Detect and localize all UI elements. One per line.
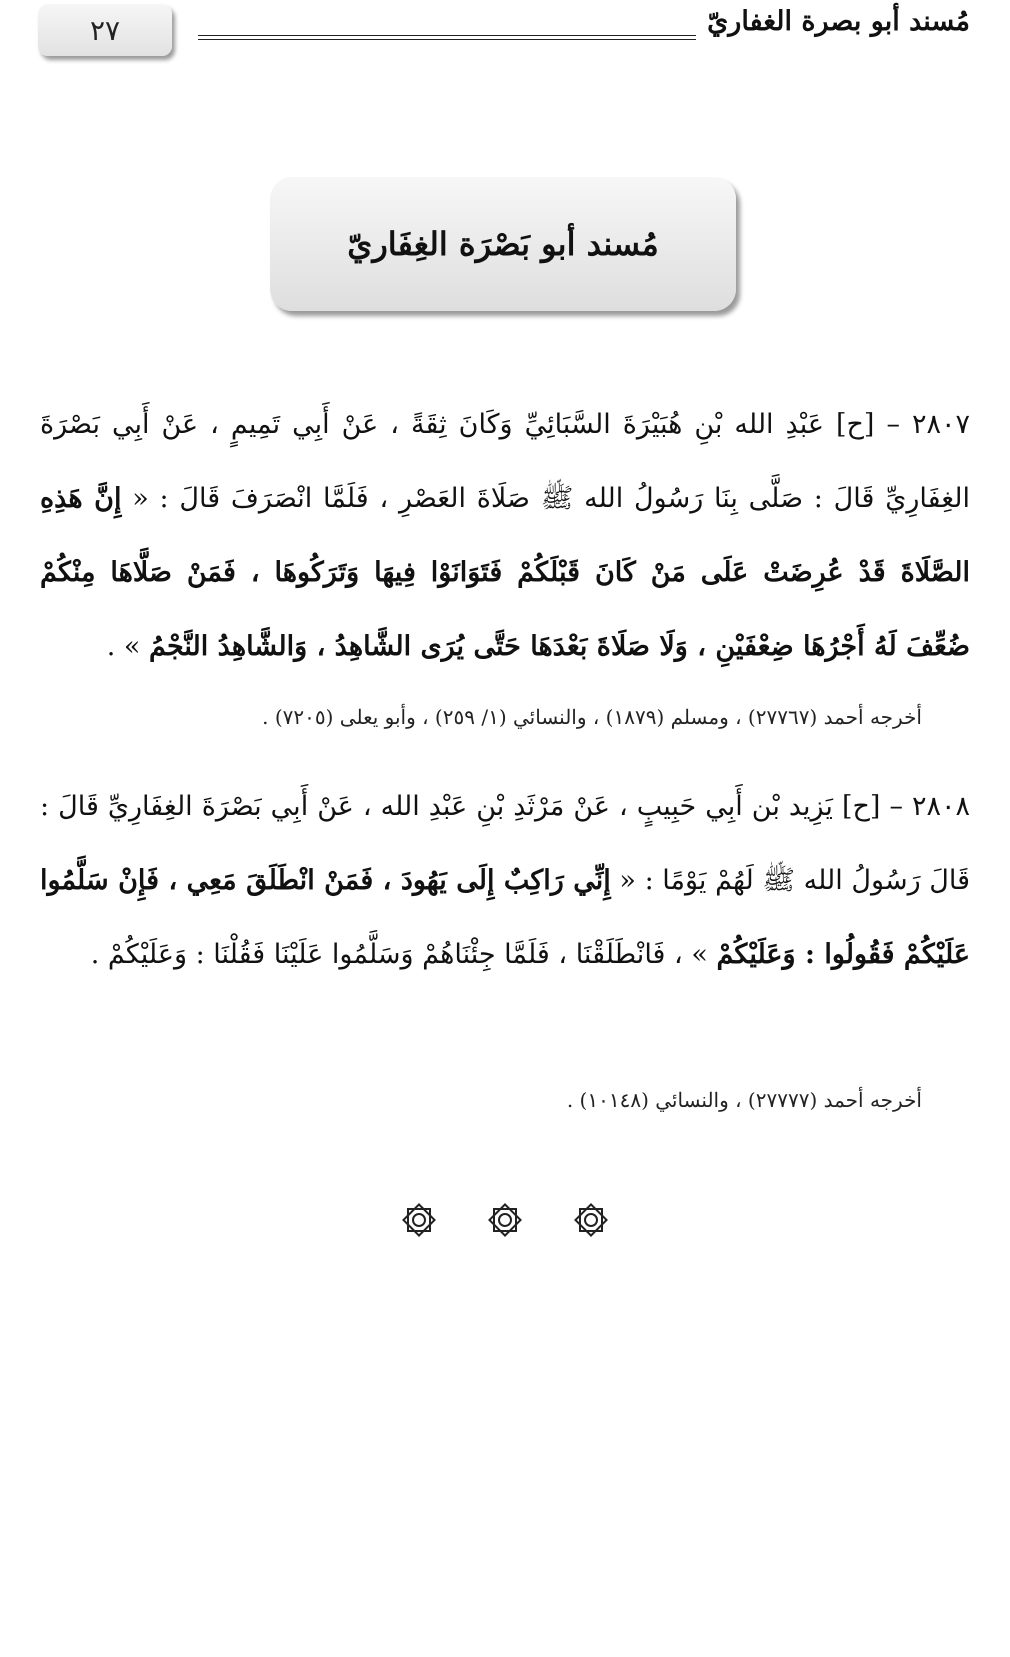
header-rule — [198, 35, 696, 36]
eight-point-star-ornament-icon — [571, 1200, 611, 1240]
hadith-closing: » ، فَانْطَلَقْنَا ، فَلَمَّا جِئْنَاهُمْ وَسَلَّمُوا عَلَيْنَا فَقُلْنَا : وَعَلَيْكُمْ . — [90, 939, 708, 970]
running-title: مُسند أبو بصرة الغفاريّ — [707, 6, 970, 37]
hadith-number: ٢٨٠٨ — [911, 791, 970, 822]
takhrij-note: أخرجه أحمد (٢٧٧٧٧) ، والنسائي (١٠١٤٨) . — [566, 1088, 922, 1112]
hadith-number: ٢٨٠٧ — [911, 409, 970, 440]
takhrij-note: أخرجه أحمد (٢٧٧٦٧) ، ومسلم (١٨٧٩) ، والنسائي (١/ ٢٥٩) ، وأبو يعلى (٧٢٠٥) . — [262, 705, 922, 729]
hadith-closing: » . — [106, 631, 141, 662]
hadith-quote: إِنَّ هَذِهِ الصَّلَاةَ قَدْ عُرِضَتْ عَلَى مَنْ كَانَ قَبْلَكُمْ فَتَوَانَوْا فِيهَا وَتَرَكُوهَا ، فَمَنْ صَلَّاهَا مِنْكُمْ ضُعِّفَ لَهُ أَجْرُهَا ضِعْفَيْنِ ، وَلَا صَلَاةَ بَعْدَهَا حَتَّى يُرَى الشَّاهِدُ ، وَالشَّاهِدُ النَّجْمُ — [40, 483, 970, 662]
hadith-2808 — [40, 770, 970, 992]
hadith-quote: إِنِّي رَاكِبٌ إِلَى يَهُودَ ، فَمَنْ انْطَلَقَ مَعِي ، فَإِنْ سَلَّمُوا عَلَيْكُمْ فَقُولُوا : وَعَلَيْكُمْ — [40, 865, 970, 970]
chapter-title: مُسند أبو بَصْرَة الغِفَاريّ — [347, 225, 659, 263]
hadith-isnad: – [ح] يَزِيد بْن أَبِي حَبِيبٍ ، عَنْ مَرْثَدِ بْنِ عَبْدِ الله ، عَنْ أَبِي بَصْرَةَ الغِفَارِيِّ قَالَ : قَالَ رَسُولُ الله ﷺ لَهُمْ يَوْمًا : « — [40, 791, 970, 896]
page-number-box — [38, 4, 172, 56]
section-end-ornaments — [0, 1200, 1010, 1240]
hadith-2807 — [40, 388, 970, 684]
eight-point-star-ornament-icon — [485, 1200, 525, 1240]
eight-point-star-ornament-icon — [399, 1200, 439, 1240]
page-number: ٢٧ — [89, 13, 121, 47]
hadith-isnad: – [ح] عَبْدِ الله بْنِ هُبَيْرَةَ السَّبَائِيِّ وَكَانَ ثِقَةً ، عَنْ أَبِي تَمِيمٍ ، عَنْ أَبِي بَصْرَةَ الغِفَارِيِّ قَالَ : صَلَّى بِنَا رَسُولُ الله ﷺ صَلَاةَ العَصْرِ ، فَلَمَّا انْصَرَفَ قَالَ : « — [40, 409, 971, 514]
chapter-heading-box — [270, 177, 736, 311]
